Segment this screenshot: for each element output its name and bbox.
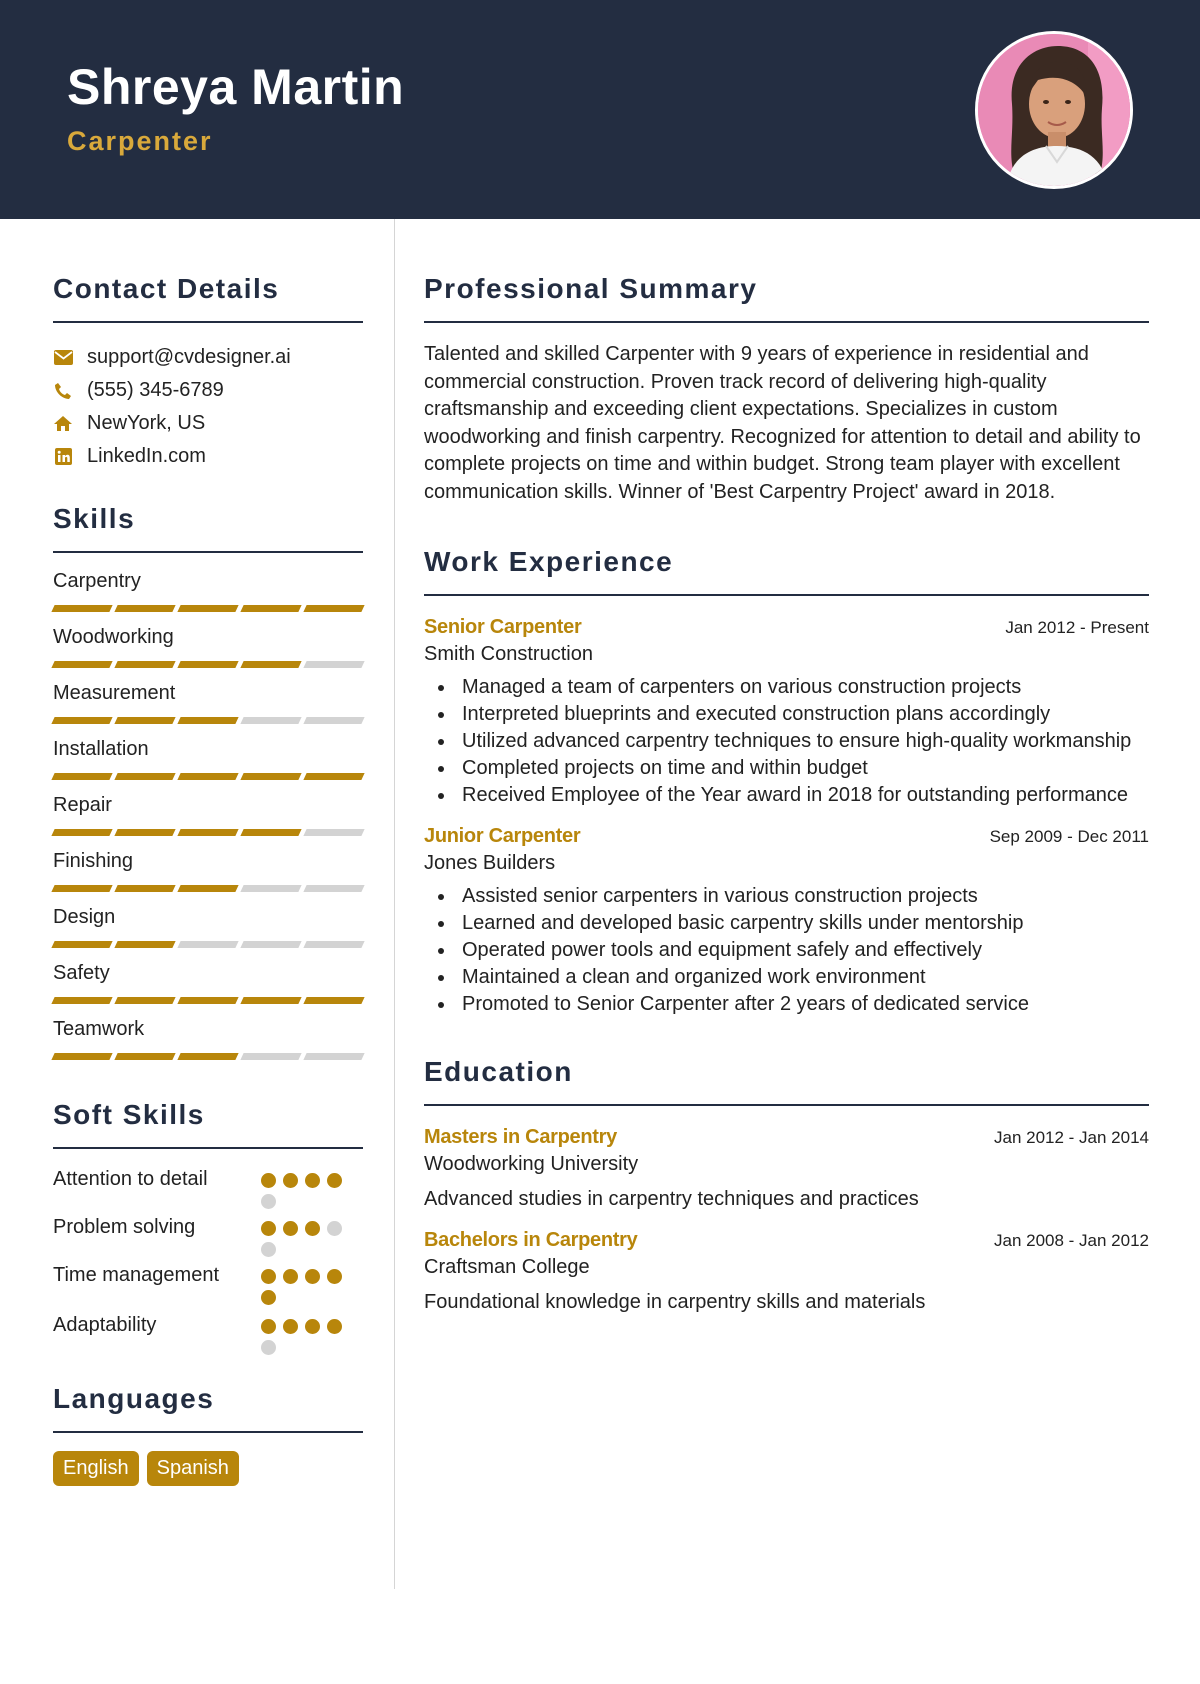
rating-dot (327, 1319, 342, 1334)
soft-skill-item (53, 1311, 363, 1355)
languages-section (53, 1383, 363, 1486)
education-section (424, 1056, 1149, 1314)
rating-dot (283, 1319, 298, 1334)
skill-item (53, 791, 363, 837)
education-dates: Jan 2012 - Jan 2014 (993, 1128, 1149, 1147)
experience-section (424, 546, 1149, 1018)
skill-level-segment (114, 717, 175, 724)
skill-level-segment (177, 717, 238, 724)
job-entry (424, 825, 1149, 1018)
soft-skill-rating (261, 1165, 351, 1209)
degree-title: Bachelors in Carpentry (424, 1229, 638, 1251)
skill-level-segment (240, 1053, 301, 1060)
soft-skill-name: Time management (53, 1264, 219, 1286)
contact-email[interactable] (53, 341, 363, 374)
skill-name: Finishing (53, 850, 134, 872)
job-entry (424, 616, 1149, 809)
contact-location (53, 407, 363, 440)
job-company: Smith Construction (424, 643, 593, 665)
contact-phone-text: (555) 345-6789 (87, 379, 224, 401)
education-entry (424, 1126, 1149, 1211)
school-name: Craftsman College (424, 1256, 590, 1278)
skill-level-segment (114, 997, 175, 1004)
skill-level-segment (303, 1053, 364, 1060)
job-header (424, 616, 1149, 639)
skill-level-bar (53, 661, 363, 669)
section-rule (53, 1147, 363, 1149)
skill-level-segment (114, 1053, 175, 1060)
job-title: Junior Carpenter (424, 825, 581, 847)
rating-dot (327, 1221, 342, 1236)
skill-level-bar (53, 885, 363, 893)
rating-dot (261, 1290, 276, 1305)
skill-item (53, 847, 363, 893)
soft-skill-name: Adaptability (53, 1314, 157, 1336)
contact-section (53, 273, 363, 473)
summary-section (424, 273, 1149, 506)
education-header (424, 1229, 1149, 1252)
skill-level-segment (240, 829, 301, 836)
job-bullet: Assisted senior carpenters in various construction projects (424, 883, 1149, 910)
phone-icon (53, 381, 73, 401)
school-name: Woodworking University (424, 1153, 639, 1175)
job-bullet: Received Employee of the Year award in 2018 for outstanding performance (424, 782, 1149, 809)
rating-dot (261, 1194, 276, 1209)
job-title: Senior Carpenter (424, 616, 582, 638)
skill-level-segment (51, 717, 112, 724)
main-content (424, 219, 1149, 1314)
job-bullet: Operated power tools and equipment safely and effectively (424, 937, 1149, 964)
education-description: Advanced studies in carpentry techniques and practices (424, 1188, 919, 1210)
skill-item (53, 735, 363, 781)
section-rule (53, 321, 363, 323)
skill-level-bar (53, 605, 363, 613)
rating-dot (305, 1269, 320, 1284)
skill-level-segment (114, 885, 175, 892)
job-bullets (424, 883, 1149, 1018)
skill-item (53, 567, 363, 613)
summary-text: Talented and skilled Carpenter with 9 years of experience in residential and commercial construction. Proven track record of delivering high-quality craftsmanship and exceeding client expectations. Specializes in custom woodworking and finish carpentry. Recognized for attention to detail and ability to complete projects on time and within budget. Strong team player with excellent communication skills. Winner of 'Best Carpentry Project' award in 2018. (424, 343, 1141, 503)
skill-level-segment (240, 605, 301, 612)
language-badge: English (53, 1451, 139, 1486)
skill-level-segment (240, 997, 301, 1004)
job-company: Jones Builders (424, 852, 556, 874)
section-rule (424, 594, 1149, 596)
job-bullet: Interpreted blueprints and executed construction plans accordingly (424, 701, 1149, 728)
contact-heading: Contact Details (53, 273, 280, 304)
job-bullet: Maintained a clean and organized work environment (424, 964, 1149, 991)
education-entry (424, 1229, 1149, 1314)
skill-level-segment (177, 773, 238, 780)
degree-title: Masters in Carpentry (424, 1126, 617, 1148)
contact-phone[interactable] (53, 374, 363, 407)
soft-skill-name: Attention to detail (53, 1168, 208, 1190)
skill-level-bar (53, 717, 363, 725)
skill-item (53, 623, 363, 669)
skill-level-segment (114, 829, 175, 836)
skill-level-segment (240, 885, 301, 892)
skill-level-segment (177, 1053, 238, 1060)
soft-skill-item (53, 1213, 363, 1257)
skill-level-bar (53, 997, 363, 1005)
skill-level-segment (177, 885, 238, 892)
skill-name: Repair (53, 794, 112, 816)
education-description: Foundational knowledge in carpentry skills and materials (424, 1291, 926, 1313)
skills-heading: Skills (53, 503, 136, 534)
contact-email-text: support@cvdesigner.ai (87, 346, 291, 368)
skill-level-segment (303, 997, 364, 1004)
skill-level-segment (51, 941, 112, 948)
skill-name: Design (53, 906, 116, 928)
rating-dot (283, 1221, 298, 1236)
linkedin-icon (53, 447, 73, 467)
home-icon (53, 414, 73, 434)
skill-level-segment (303, 829, 364, 836)
portrait-photo (978, 34, 1133, 189)
skill-level-segment (240, 773, 301, 780)
experience-heading: Work Experience (424, 546, 674, 577)
skill-item (53, 679, 363, 725)
skill-level-bar (53, 773, 363, 781)
skill-level-segment (177, 997, 238, 1004)
skill-level-segment (114, 605, 175, 612)
column-divider (394, 219, 395, 1589)
skill-level-segment (303, 941, 364, 948)
rating-dot (305, 1221, 320, 1236)
soft-skill-item (53, 1165, 363, 1209)
skill-level-bar (53, 829, 363, 837)
skill-level-segment (303, 717, 364, 724)
skill-name: Measurement (53, 682, 176, 704)
skill-level-segment (240, 941, 301, 948)
skill-level-segment (51, 773, 112, 780)
section-rule (424, 321, 1149, 323)
education-header (424, 1126, 1149, 1149)
rating-dot (327, 1173, 342, 1188)
skill-level-segment (51, 997, 112, 1004)
rating-dot (261, 1340, 276, 1355)
rating-dot (261, 1319, 276, 1334)
skill-name: Safety (53, 962, 110, 984)
skill-level-segment (177, 605, 238, 612)
candidate-title: Carpenter (67, 126, 213, 156)
avatar (975, 31, 1133, 189)
skill-level-segment (51, 661, 112, 668)
soft-skill-rating (261, 1311, 351, 1355)
skill-level-segment (240, 717, 301, 724)
rating-dot (261, 1269, 276, 1284)
skill-level-segment (303, 605, 364, 612)
soft-skills-heading: Soft Skills (53, 1099, 205, 1130)
soft-skills-section (53, 1099, 363, 1355)
job-dates: Jan 2012 - Present (1005, 618, 1149, 637)
rating-dot (305, 1173, 320, 1188)
skill-level-segment (303, 661, 364, 668)
job-bullet: Managed a team of carpenters on various construction projects (424, 674, 1149, 701)
rating-dot (283, 1269, 298, 1284)
skill-level-segment (51, 885, 112, 892)
rating-dot (261, 1242, 276, 1257)
skill-name: Installation (53, 738, 149, 760)
skill-level-segment (114, 773, 175, 780)
section-rule (53, 551, 363, 553)
skill-level-bar (53, 941, 363, 949)
skill-level-segment (51, 829, 112, 836)
contact-linkedin[interactable] (53, 440, 363, 473)
job-header (424, 825, 1149, 848)
skill-level-bar (53, 1053, 363, 1061)
soft-skill-name: Problem solving (53, 1216, 196, 1238)
skill-name: Teamwork (53, 1018, 145, 1040)
education-heading: Education (424, 1056, 573, 1087)
candidate-name: Shreya Martin (67, 59, 405, 115)
rating-dot (327, 1269, 342, 1284)
skill-level-segment (177, 829, 238, 836)
job-bullet: Utilized advanced carpentry techniques to ensure high-quality workmanship (424, 728, 1149, 755)
contact-linkedin-text: LinkedIn.com (87, 445, 206, 467)
job-bullet: Promoted to Senior Carpenter after 2 years of dedicated service (424, 991, 1149, 1018)
soft-skill-item (53, 1261, 363, 1305)
job-dates: Sep 2009 - Dec 2011 (989, 827, 1149, 846)
contact-location-text: NewYork, US (87, 412, 206, 434)
languages-heading: Languages (53, 1383, 215, 1414)
envelope-icon (53, 348, 73, 368)
skill-level-segment (303, 773, 364, 780)
sidebar (53, 219, 363, 1486)
job-bullet: Completed projects on time and within budget (424, 755, 1149, 782)
summary-heading: Professional Summary (424, 273, 758, 304)
skill-item (53, 1015, 363, 1061)
skill-name: Carpentry (53, 570, 141, 592)
skill-name: Woodworking (53, 626, 174, 648)
skill-level-segment (303, 885, 364, 892)
skill-level-segment (114, 661, 175, 668)
skills-section (53, 503, 363, 1061)
rating-dot (305, 1319, 320, 1334)
language-badge: Spanish (147, 1451, 239, 1486)
skill-level-segment (51, 605, 112, 612)
skill-level-segment (51, 1053, 112, 1060)
job-bullets (424, 674, 1149, 809)
section-rule (53, 1431, 363, 1433)
skill-level-segment (114, 941, 175, 948)
section-rule (424, 1104, 1149, 1106)
skill-level-segment (177, 941, 238, 948)
skill-level-segment (240, 661, 301, 668)
soft-skill-rating (261, 1213, 351, 1257)
skill-level-segment (177, 661, 238, 668)
job-bullet: Learned and developed basic carpentry skills under mentorship (424, 910, 1149, 937)
education-dates: Jan 2008 - Jan 2012 (993, 1231, 1149, 1250)
rating-dot (283, 1173, 298, 1188)
skill-item (53, 959, 363, 1005)
rating-dot (261, 1173, 276, 1188)
rating-dot (261, 1221, 276, 1236)
resume-header (0, 0, 1200, 219)
soft-skill-rating (261, 1261, 351, 1305)
skill-item (53, 903, 363, 949)
